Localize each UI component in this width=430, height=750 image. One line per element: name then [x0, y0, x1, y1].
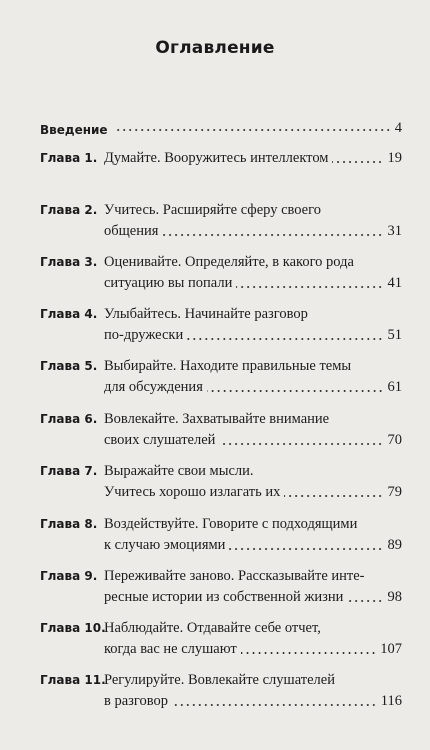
chapter-title-text: Регулируйте. Вовлекайте слушателей [104, 672, 335, 688]
page-number: 41 [387, 275, 402, 291]
leader-dots [162, 234, 383, 236]
intro-label: Введение [40, 123, 108, 137]
chapter-title-text: Выбирайте. Находите правильные темы [104, 358, 352, 374]
chapter-title [104, 148, 402, 169]
chapter-title-line [104, 670, 402, 691]
chapter-title [104, 409, 402, 451]
chapter-title-line [104, 252, 402, 273]
chapter-title-line [104, 482, 402, 503]
leader-dots [219, 443, 383, 445]
chapter-label: Глава 3. [40, 255, 98, 269]
page-number: 98 [387, 589, 402, 605]
page-number: 70 [387, 432, 402, 448]
chapter-title [104, 356, 402, 398]
page-number: 19 [387, 150, 402, 166]
chapter-title-line [104, 377, 402, 398]
chapter-title-text: ситуацию вы попали [104, 275, 233, 291]
chapter-title-line [104, 587, 402, 608]
chapter-title-text: Воздействуйте. Говорите с подходящими [104, 516, 358, 532]
leader-dots [347, 600, 383, 602]
chapter-title-line [104, 356, 402, 377]
chapter-title [104, 200, 402, 242]
page-number: 107 [380, 641, 402, 657]
chapter-label: Глава 1. [40, 151, 98, 165]
chapter-label: Глава 4. [40, 307, 98, 321]
leader-dots [332, 161, 383, 163]
chapter-title-line [104, 409, 402, 430]
page-number: 4 [394, 120, 402, 136]
chapter-title-line [104, 514, 402, 535]
leader-dots [116, 129, 391, 131]
toc-line [40, 116, 402, 137]
chapter-title-line [104, 325, 402, 346]
chapter-title-line [104, 566, 402, 587]
chapter-title-line [104, 148, 402, 169]
page-number: 116 [380, 693, 402, 709]
chapter-label: Глава 6. [40, 412, 98, 426]
chapter-title [104, 618, 402, 660]
leader-dots [172, 704, 377, 706]
page-title: Оглавление [155, 38, 275, 58]
chapter-label: Глава 2. [40, 203, 98, 217]
chapter-title-text: Учитесь. Расширяйте сферу своего [104, 202, 321, 218]
chapter-title-text: Улыбайтесь. Начинайте разговор [104, 306, 308, 322]
chapter-label: Глава 8. [40, 517, 98, 531]
chapter-title-line [104, 535, 402, 556]
chapter-title-text: Переживайте заново. Рассказывайте инте- [104, 568, 365, 584]
leader-dots [229, 548, 383, 550]
page-number: 89 [387, 537, 402, 553]
chapter-label: Глава 9. [40, 569, 98, 583]
page-number: 79 [387, 484, 402, 500]
chapter-title [104, 252, 402, 294]
leader-dots [187, 338, 383, 340]
chapter-title-line [104, 639, 402, 660]
chapter-title-text: в разговор [104, 693, 168, 709]
chapter-title-text: Выражайте свои мысли. [104, 463, 254, 479]
chapter-title-text: Оценивайте. Определяйте, в какого рода [104, 254, 354, 270]
chapter-title-line [104, 691, 402, 712]
chapter-title-text: по-дружески [104, 327, 184, 343]
page-number: 31 [387, 223, 402, 239]
chapter-title-line [104, 461, 402, 482]
chapter-title [104, 461, 402, 503]
chapter-title-text: для обсуждения [104, 379, 203, 395]
page-number: 51 [387, 327, 402, 343]
chapter-title [104, 304, 402, 346]
chapter-title-text: Наблюдайте. Отдавайте себе отчет, [104, 620, 321, 636]
page-number: 61 [387, 379, 402, 395]
chapter-label: Глава 11. [40, 673, 106, 687]
chapter-title-line [104, 304, 402, 325]
chapter-title-text: Вовлекайте. Захватывайте внимание [104, 411, 330, 427]
chapter-title-line [104, 221, 402, 242]
chapter-title-text: к случаю эмоциями [104, 537, 226, 553]
leader-dots [207, 390, 384, 392]
leader-dots [241, 652, 377, 654]
chapter-title [104, 670, 402, 712]
chapter-title-line [104, 273, 402, 294]
chapter-label: Глава 5. [40, 359, 98, 373]
chapter-title-text: Учитесь хорошо излагать их [104, 484, 281, 500]
chapter-title-text: общения [104, 223, 159, 239]
chapter-title-line [104, 200, 402, 221]
chapter-title-text: ресные истории из собственной жизни [104, 589, 344, 605]
chapter-title-line [104, 618, 402, 639]
chapter-title-text: Думайте. Вооружитесь интеллектом [104, 150, 329, 166]
toc-entry-intro [40, 116, 402, 137]
chapter-title-line [104, 430, 402, 451]
chapter-title [104, 566, 402, 608]
chapter-title-text: своих слушателей [104, 432, 216, 448]
leader-dots [284, 495, 383, 497]
chapter-title [104, 514, 402, 556]
chapter-title-text: когда вас не слушают [104, 641, 237, 657]
chapter-label: Глава 10. [40, 621, 106, 635]
chapter-label: Глава 7. [40, 464, 98, 478]
leader-dots [236, 286, 383, 288]
